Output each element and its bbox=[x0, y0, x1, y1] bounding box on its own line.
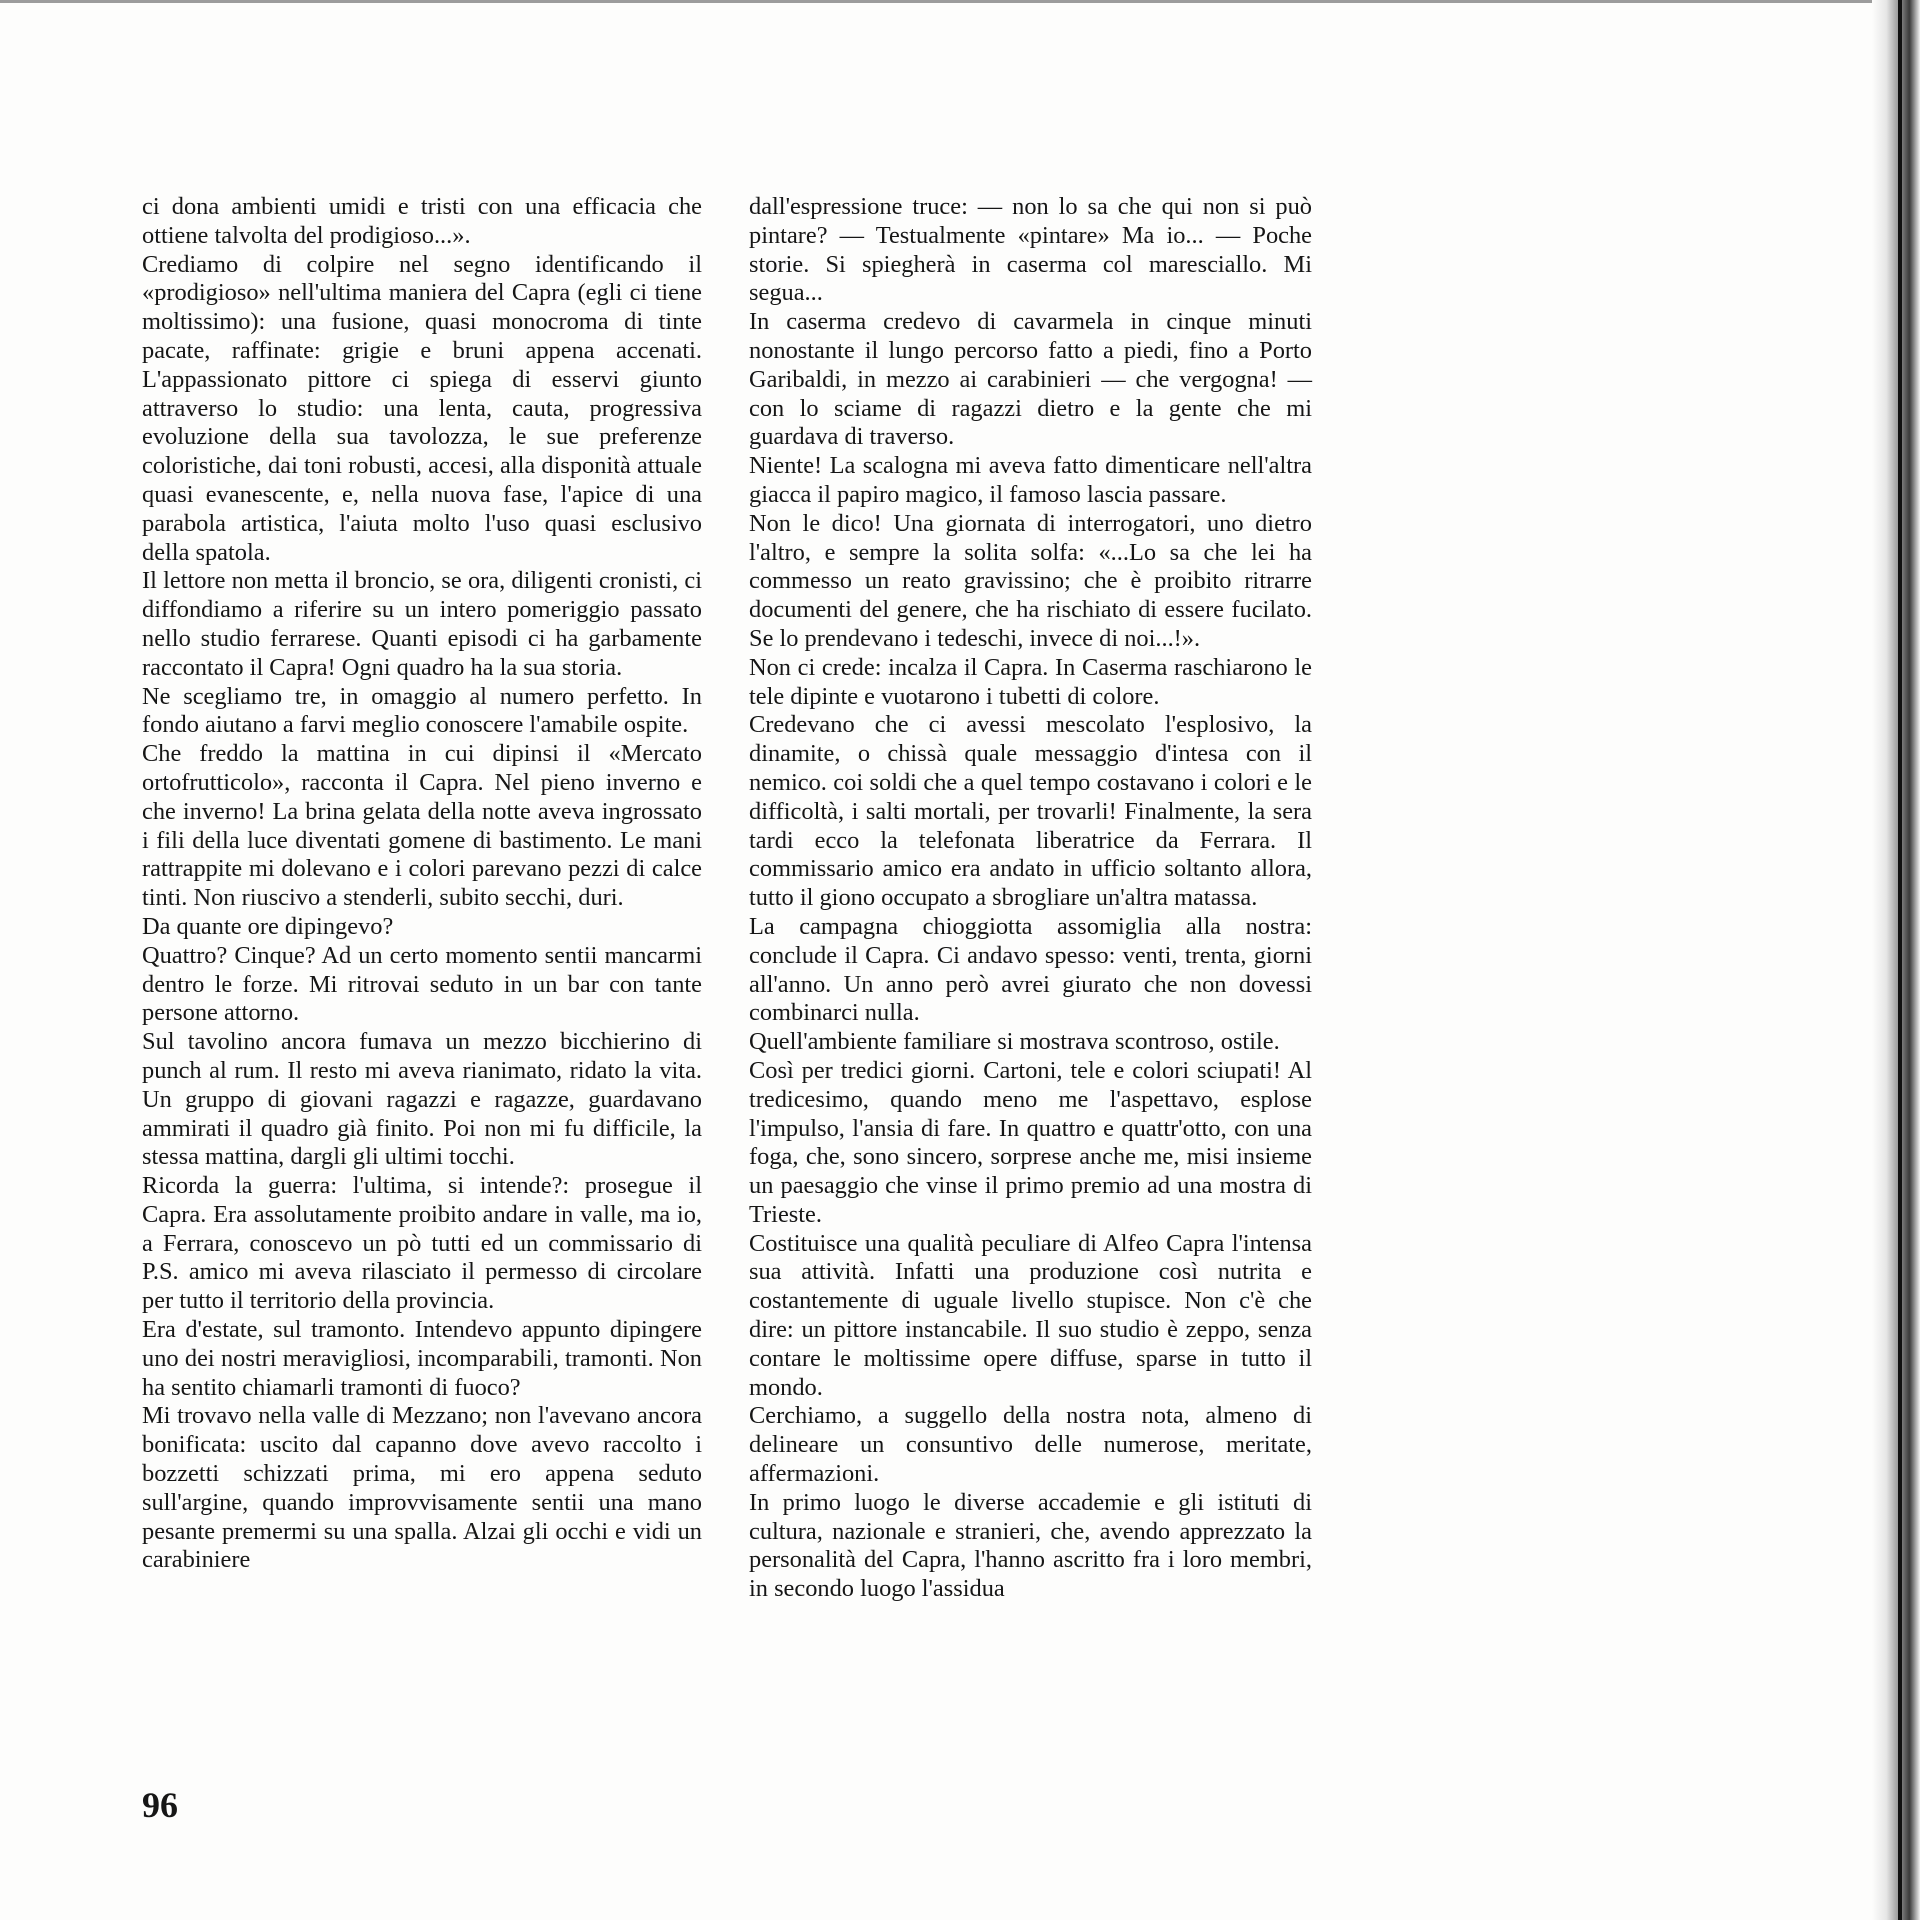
page-top-edge bbox=[0, 0, 1875, 3]
paragraph: Crediamo di colpire nel segno identificando il «prodigioso» nell'ultima maniera del Capra (egli ci tiene moltissimo): una fusione, quasi monocroma di tinte pacate, raffinate: grigie e bruni appena accenati. L'appassionato pittore ci spiega di esservi giunto attraverso lo studio: una lenta, cauta, progressiva evoluzione della sua tavolozza, le sue preferenze coloristiche, dai toni robusti, accesi, alla disponità attuale quasi evanescente, e, nella nuova fase, l'apice di una parabola artistica, l'aiuta molto l'uso quasi esclusivo della spatola. bbox=[142, 250, 702, 566]
paragraph: Sul tavolino ancora fumava un mezzo bicchierino di punch al rum. Il resto mi aveva rianimato, ridato la vita. Un gruppo di giovani ragazzi e ragazze, guardavano ammirati il quadro già finito. Poi non mi fu difficile, la stessa mattina, dargli gli ultimi tocchi. bbox=[142, 1028, 702, 1171]
paragraph: Cerchiamo, a suggello della nostra nota, almeno di delineare un consuntivo delle numerose, meritate, affermazioni. bbox=[749, 1402, 1312, 1488]
paragraph: dall'espressione truce: — non lo sa che qui non si può pintare? — Testualmente «pintare» Ma io... — Poche storie. Si spiegherà in caserma col maresciallo. Mi segua... bbox=[749, 193, 1312, 307]
paragraph: Era d'estate, sul tramonto. Intendevo appunto dipingere uno dei nostri meravigliosi, incomparabili, tramonti. Non ha sentito chiamarli tramonti di fuoco? bbox=[142, 1316, 702, 1401]
paragraph: Ne scegliamo tre, in omaggio al numero perfetto. In fondo aiutano a farvi meglio conoscere l'amabile ospite. bbox=[142, 682, 702, 739]
paragraph: In caserma credevo di cavarmela in cinque minuti nonostante il lungo percorso fatto a piedi, fino a Porto Garibaldi, in mezzo ai carabinieri — che vergogna! — con lo sciame di ragazzi dietro e la gente che mi guardava di traverso. bbox=[749, 308, 1312, 451]
paragraph: Ricorda la guerra: l'ultima, si intende?: prosegue il Capra. Era assolutamente proibito andare in valle, ma io, a Ferrara, conoscevo un pò tutti ed un commissario di P.S. amico mi aveva rilasciato il permesso di circolare per tutto il territorio della provincia. bbox=[142, 1172, 702, 1315]
book-binding-shadow bbox=[1872, 0, 1920, 1920]
paragraph: Credevano che ci avessi mescolato l'esplosivo, la dinamite, o chissà quale messaggio d'intesa con il nemico. coi soldi che a quel tempo costavano i colori e le difficoltà, i salti mortali, per trovarli! Finalmente, la sera tardi ecco la telefonata liberatrice da Ferrara. Il commissario amico era andato in ufficio soltanto allora, tutto il giono occupato a sbrogliare un'altra matassa. bbox=[749, 711, 1312, 912]
paragraph: Così per tredici giorni. Cartoni, tele e colori sciupati! Al tredicesimo, quando meno me l'aspettavo, esplose l'impulso, l'ansia di fare. In quattro e quattr'otto, con una foga, che, sono sincero, sorprese anche me, misi insieme un paesaggio che vinse il primo premio ad una mostra di Trieste. bbox=[749, 1056, 1312, 1228]
paragraph: Quell'ambiente familiare si mostrava scontroso, ostile. bbox=[749, 1028, 1280, 1056]
paragraph: Costituisce una qualità peculiare di Alfeo Capra l'intensa sua attività. Infatti una produzione così nutrita e costantemente di uguale livello stupisce. Non c'è che dire: un pittore instancabile. Il suo studio è zeppo, senza contare le moltissime opere diffuse, sparse in tutto il mondo. bbox=[749, 1229, 1312, 1401]
book-binding-edge bbox=[1898, 0, 1902, 1920]
paragraph: La campagna chioggiotta assomiglia alla nostra: conclude il Capra. Ci andavo spesso: venti, trenta, giorni all'anno. Un anno però avrei giurato che non dovessi combinarci nulla. bbox=[749, 912, 1312, 1027]
paragraph: Il lettore non metta il broncio, se ora, diligenti cronisti, ci diffondiamo a riferire su un intero pomeriggio passato nello studio ferrarese. Quanti episodi ci ha garbamente raccontato il Capra! Ogni quadro ha la sua storia. bbox=[142, 567, 702, 681]
page-number: 96 bbox=[142, 1785, 178, 1825]
paragraph: Quattro? Cinque? Ad un certo momento sentii mancarmi dentro le forze. Mi ritrovai seduto in un bar con tante persone attorno. bbox=[142, 941, 702, 1027]
paragraph: Che freddo la mattina in cui dipinsi il «Mercato ortofrutticolo», racconta il Capra. Nel pieno inverno e che inverno! La brina gelata della notte aveva ingrossato i fili della luce diventati gomene di bastimento. Le mani rattrappite mi dolevano e i colori parevano pezzi di calce tinti. Non riuscivo a stenderli, subito secchi, duri. bbox=[142, 740, 702, 912]
paragraph: ci dona ambienti umidi e tristi con una efficacia che ottiene talvolta del prodigioso...». bbox=[142, 193, 702, 249]
paragraph: Da quante ore dipingevo? bbox=[142, 912, 394, 940]
right-text-column bbox=[749, 193, 1312, 1604]
paragraph: Mi trovavo nella valle di Mezzano; non l'avevano ancora bonificata: uscito dal capanno dove avevo raccolto i bozzetti schizzati prima, mi ero appena seduto sull'argine, quando improvvisamente sentii una mano pesante premermi su una spalla. Alzai gli occhi e vidi un carabiniere bbox=[142, 1402, 702, 1574]
left-text-column bbox=[142, 193, 702, 1575]
paragraph: Niente! La scalogna mi aveva fatto dimenticare nell'altra giacca il papiro magico, il famoso lascia passare. bbox=[749, 452, 1312, 508]
paragraph: In primo luogo le diverse accademie e gli istituti di cultura, nazionale e stranieri, che, avendo apprezzato la personalità del Capra, l'hanno ascritto fra i loro membri, in secondo luogo l'assidua bbox=[749, 1488, 1312, 1603]
paragraph: Non le dico! Una giornata di interrogatori, uno dietro l'altro, e sempre la solita solfa: «...Lo sa che lei ha commesso un reato gravissino; che è proibito ritrarre documenti del genere, che ha rischiato di essere fucilato. Se lo prendevano i tedeschi, invece di noi...!». bbox=[749, 509, 1312, 652]
paragraph: Non ci crede: incalza il Capra. In Caserma raschiarono le tele dipinte e vuotarono i tubetti di colore. bbox=[749, 653, 1312, 710]
